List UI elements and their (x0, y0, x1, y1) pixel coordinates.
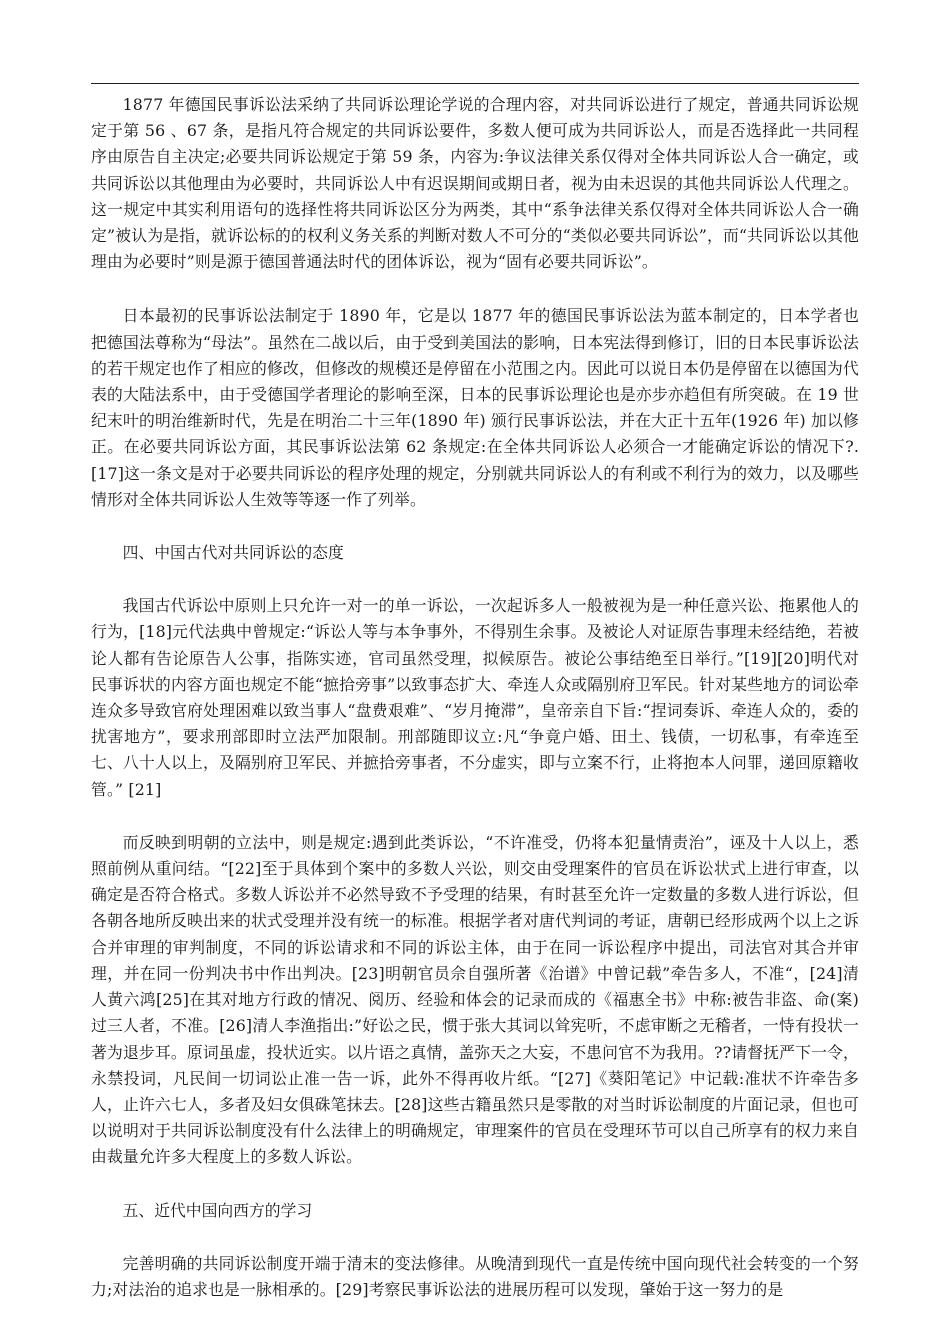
paragraph-japanese-law: 日本最初的民事诉讼法制定于 1890 年，它是以 1877 年的德国民事诉讼法为蓝本制定的，日本学者也把德国法尊称为“母法”。虽然在二战以后，由于受到美国法的影响，日本宪法得到修订，旧的日本民事诉讼法的若干规定也作了相应的修改，但修改的规模还是停留在小范围之内。因此可以说日本仍是停留在以德国为代表的大陆法系中，由于受德国学者理论的影响至深，日本的民事诉讼理论也是亦步亦趋但有所突破。在 19 世纪末叶的明治维新时代，先是在明治二十三年(1890 年) 颁行民事诉讼法，并在大正十五年(1926 年) 加以修正。在必要共同诉讼方面，其民事诉讼法第 62 条规定:在全体共同诉讼人必须合一才能确定诉讼的情况下?.[17]这一条文是对于必要共同诉讼的程序处理的规定，分别就共同诉讼人的有利或不利行为的效力，以及哪些情形对全体共同诉讼人生效等等逐一作了列举。 (91, 306, 859, 509)
paragraph-modern-china: 完善明确的共同诉讼制度开端于清末的变法修律。从晚清到现代一直是传统中国向现代社会转变的一个努力;对法治的追求也是一脉相承的。[29]考察民事诉讼法的进展历程可以发现，肇始于这一努力的是 (91, 1253, 859, 1299)
document-body (91, 92, 859, 1303)
paragraph-ming-law: 而反映到明朝的立法中，则是规定:遇到此类诉讼，“不许准受，仍将本犯量情责治”，诬及十人以上，悉照前例从重问结。“[22]至于具体到个案中的多数人兴讼，则交由受理案件的官员在诉讼状式上进行审查，以确定是否符合格式。多数人诉讼并不必然导致不予受理的结果，有时甚至允许一定数量的多数人进行诉讼，但各朝各地所反映出来的状式受理并没有统一的标准。根据学者对唐代判词的考证，唐朝已经形成两个以上之诉合并审理的审判制度，不同的诉讼请求和不同的诉讼主体，由于在同一诉讼程序中提出，司法官对其合并审理，并在同一份判决书中作出判决。[23]明朝官员佘自强所著《治谱》中曾记载”牵告多人，不准“，[24]清人黄六鸿[25]在其对地方行政的情况、阅历、经验和体会的记录而成的《福惠全书》中称:被告非盗、命(案) 过三人者，不准。[26]清人李渔指出:”好讼之民，惯于张大其词以耸宪听，不虑审断之无稽者，一恃有投状一著为退步耳。原词虽虚，投状近实。以片语之真情，盖弥天之大妄，不患问官不为我用。??请督抚严下一令，永禁投词，凡民间一切词讼止准一告一诉，此外不得再收片纸。“[27]《葵阳笔记》中记载:准状不许牵告多人，止许六七人，多者及妇女俱硃笔抹去。[28]这些古籍虽然只是零散的对当时诉讼制度的片面记录，但也可以说明对于共同诉讼制度没有什么法律上的明确规定，审理案件的官员在受理环节可以自己所享有的权力来自由裁量允许多大程度上的多数人诉讼。 (91, 832, 859, 1167)
section-heading-5: 五、近代中国向西方的学习 (122, 1200, 313, 1220)
paragraph-ancient-china: 我国古代诉讼中原则上只允许一对一的单一诉讼，一次起诉多人一般被视为是一种任意兴讼、拖累他人的行为，[18]元代法典中曾规定:“诉讼人等与本争事外，不得别生余事。及被论人对证原告事理未经结绝，若被论人都有告论原告人公事，指陈实迹，官司虽然受理，拟候原告。被论公事结绝至日举行。”[19][20]明代对民事诉状的内容方面也规定不能“摭拾旁事”以致事态扩大、牵连人众或隔别府卫军民。针对某些地方的词讼牵连众多导致官府处理困难以致当事人“盘费艰难”、“岁月掩滞”，皇帝亲自下旨:“捏词奏诉、牵连人众的，委的扰害地方”，要求刑部即时立法严加限制。刑部随即议立:凡“争竟户婚、田土、钱债，一切私事，有牵连至七、八十人以上，及隔别府卫军民、并摭拾旁事者，不分虚实，即与立案不行，止将抱本人问罪，递回原籍收管。” [21] (91, 596, 859, 799)
section-heading-4: 四、中国古代对共同诉讼的态度 (122, 543, 344, 563)
paragraph-german-law: 1877 年德国民事诉讼法采纳了共同诉讼理论学说的合理内容，对共同诉讼进行了规定，普通共同诉讼规定于第 56 、67 条，是指凡符合规定的共同诉讼要件，多数人便可成为共同诉讼人，而是否选择此一共同程序由原告自主决定;必要共同诉讼规定于第 59 条，内容为:争议法律关系仅得对全体共同诉讼人合一确定，或共同诉讼以其他理由为必要时，共同诉讼人中有迟误期间或期日者，视为由未迟误的其他共同诉讼人代理之。这一规定中其实利用语句的选择性将共同诉讼区分为两类，其中“系争法律关系仅得对全体共同诉讼人合一确定”被认为是指，就诉讼标的的权利义务关系的判断对数人不可分的“类似必要共同诉讼”，而“共同诉讼以其他理由为必要时”则是源于德国普通法时代的团体诉讼，视为“固有必要共同诉讼”。 (91, 95, 859, 272)
header-rule (91, 83, 859, 84)
